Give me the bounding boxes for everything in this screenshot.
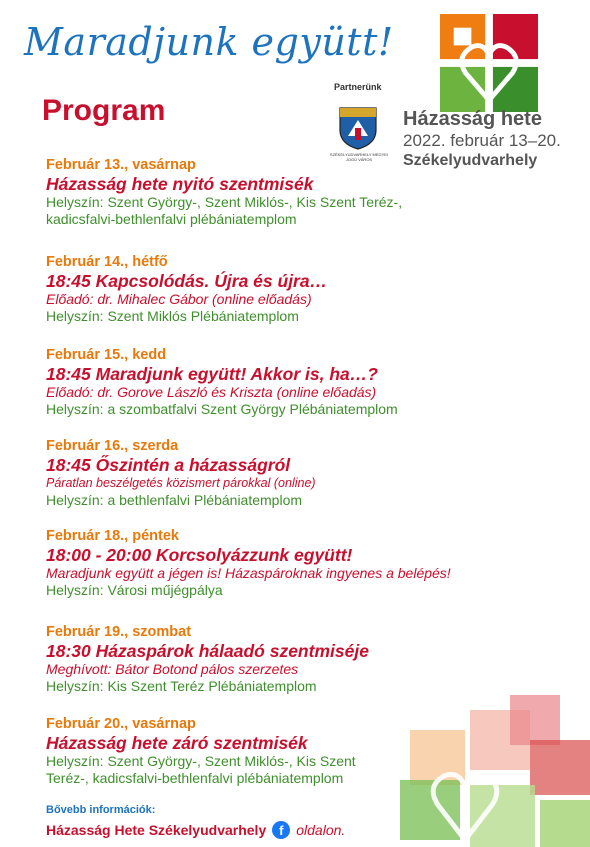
facebook-page-name[interactable]: Házasság Hete Székelyudvarhely bbox=[46, 822, 267, 838]
slogan: Maradjunk együtt! bbox=[24, 20, 394, 64]
event-place: Helyszín: a szombatfalvi Szent György Plébániatemplom bbox=[46, 401, 398, 417]
event-title: Házasság hete záró szentmisék bbox=[46, 733, 308, 753]
week-city: Székelyudvarhely bbox=[403, 152, 538, 169]
event-feb-15 bbox=[46, 347, 566, 418]
event-place-cont: Teréz-, kadicsfalvi-bethlenfalvi plébániatemplom bbox=[46, 770, 344, 786]
facebook-suffix: oldalon. bbox=[296, 822, 346, 838]
event-feb-14 bbox=[46, 254, 566, 325]
event-place: Helyszín: Szent György-, Szent Miklós-, Kis Szent Teréz-, bbox=[46, 194, 403, 210]
event-speaker: Előadó: dr. Gorove László és Kriszta (online előadás) bbox=[46, 384, 377, 400]
event-title: 18:00 - 20:00 Korcsolyázzunk együtt! bbox=[46, 545, 353, 565]
event-feb-16 bbox=[46, 438, 566, 509]
decorative-squares-graphic bbox=[340, 690, 590, 847]
event-title: 18:45 Kapcsolódás. Újra és újra… bbox=[46, 271, 328, 291]
event-title: 18:30 Házaspárok hálaadó szentmiséje bbox=[46, 641, 369, 661]
event-place: Helyszín: Kis Szent Teréz Plébániatemplom bbox=[46, 678, 317, 694]
event-place: Helyszín: Városi műjégpálya bbox=[46, 582, 223, 598]
marriage-week-logo-icon bbox=[440, 14, 538, 112]
event-feb-19 bbox=[46, 624, 566, 695]
event-feb-13 bbox=[46, 157, 566, 228]
event-date: Február 20., vasárnap bbox=[46, 716, 196, 732]
event-date: Február 16., szerda bbox=[46, 438, 179, 454]
week-dates: 2022. február 13–20. bbox=[403, 131, 561, 150]
facebook-page-line bbox=[46, 821, 345, 839]
event-feb-18 bbox=[46, 528, 566, 599]
event-title: Házasság hete nyitó szentmisék bbox=[46, 174, 314, 194]
event-description: Páratlan beszélgetés közismert párokkal (online) bbox=[46, 476, 316, 490]
city-crest-icon bbox=[338, 106, 378, 150]
event-date: Február 19., szombat bbox=[46, 624, 192, 640]
event-date: Február 15., kedd bbox=[46, 347, 167, 363]
more-info-label: Bővebb információk: bbox=[46, 804, 156, 816]
event-title: 18:45 Őszintén a házasságról bbox=[46, 455, 291, 475]
facebook-icon[interactable]: f bbox=[272, 821, 290, 839]
partner-label: Partnerünk bbox=[334, 82, 382, 92]
event-place: Helyszín: a bethlenfalvi Plébániatemplom bbox=[46, 492, 303, 508]
event-description: Maradjunk együtt a jégen is! Házaspároknak ingyenes a belépés! bbox=[46, 565, 451, 581]
event-title: 18:45 Maradjunk együtt! Akkor is, ha…? bbox=[46, 364, 378, 384]
partner-caption: SZÉKELYUDVARHELY MEGYEI JOGÚ VÁROS bbox=[329, 152, 389, 162]
event-place-cont: kadicsfalvi-bethlenfalvi plébániatemplom bbox=[46, 211, 297, 227]
program-heading: Program bbox=[42, 94, 166, 127]
event-guest: Meghívott: Bátor Botond pálos szerzetes bbox=[46, 661, 299, 677]
week-title: Házasság hete bbox=[403, 108, 542, 130]
event-date: Február 14., hétfő bbox=[46, 254, 168, 270]
event-date: Február 18., péntek bbox=[46, 528, 179, 544]
event-place: Helyszín: Szent György-, Szent Miklós-, Kis Szent bbox=[46, 753, 356, 769]
event-speaker: Előadó: dr. Mihalec Gábor (online előadás) bbox=[46, 291, 312, 307]
event-date: Február 13., vasárnap bbox=[46, 157, 196, 173]
event-place: Helyszín: Szent Miklós Plébániatemplom bbox=[46, 308, 299, 324]
